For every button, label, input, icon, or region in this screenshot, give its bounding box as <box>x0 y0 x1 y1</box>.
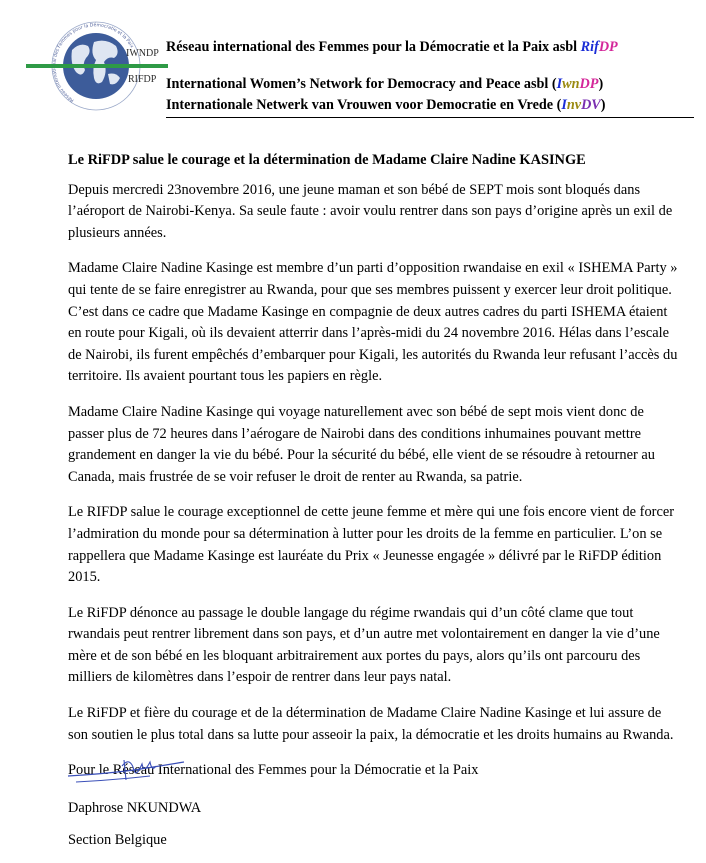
acronym-letter: nv <box>566 97 582 113</box>
paragraph: Le RiFDP dénonce au passage le double langage du régime rwandais qui d’un côté clame que tout rwandais peut rentrer librement dans son pays, et d’un autre met volontairement en danger la vie d’une mère et de son bébé en les bloquant arbitrairement aux portes du pays, alors qu’ils ont parcouru des milliers de kilomètres dans l’espoir de rentrer dans leur pays natal. <box>68 604 660 686</box>
acronym-letter: I <box>556 76 563 92</box>
handwritten-signature-icon <box>64 752 188 788</box>
org-name-dutch <box>166 97 606 114</box>
acronym-letter: DP <box>598 39 618 55</box>
acronym-letter: DV <box>581 97 601 113</box>
acronym-letter: I <box>561 97 567 113</box>
org-name-french-text: Réseau international des Femmes pour la Démocratie et la Paix asbl <box>166 39 581 55</box>
acronym-letter: DP <box>579 76 599 92</box>
acronym-letter: R <box>580 39 591 55</box>
org-name-dutch-text: Internationale Netwerk van Vrouwen voor Democratie en Vrede ( <box>166 97 562 113</box>
globe-logo-icon <box>22 12 172 122</box>
letter-title: Le RiFDP salue le courage et la détermination de Madame Claire Nadine KASINGE <box>68 152 586 168</box>
paragraph: Depuis mercredi 23novembre 2016, une jeune maman et son bébé de SEPT mois sont bloqués dans l’aéroport de Nairobi-Kenya. Sa seule faute : avoir voulu rentrer dans son pays d’origine après un exil de plusieurs années. <box>68 181 673 241</box>
closing-parenthesis: ) <box>600 97 606 113</box>
logo-ring-text: Réseau internati al des Femmes pour la Démocratie et la Paix <box>52 23 134 103</box>
closing-line: Pour le Réseau International des Femmes pour la Démocratie et la Paix <box>68 762 479 779</box>
paragraph: Le RIFDP salue le courage exceptionnel de cette jeune femme et mère qui une fois encore vient de forcer l’admiration du monde pour sa détermination à lutter pour les droits de la femme en particulier. L’on se rappellera que Madame Kasinge est lauréate du Prix « Jeunesse engagée » délivré par le RiFDP édition 2015. <box>68 504 675 586</box>
paragraph: Le RiFDP et fière du courage et de la détermination de Madame Claire Nadine Kasinge et lui assure de son soutien le plus total dans sa lutte pour asseoir la paix, la démocratie et les droits humains au Rwanda. <box>68 705 674 743</box>
acronym-letter: if <box>590 39 599 55</box>
signer-section: Section Belgique <box>68 832 167 848</box>
letterhead <box>18 12 700 120</box>
acronym-letter: wn <box>562 76 580 92</box>
paragraph: Madame Claire Nadine Kasinge est membre d’un parti d’opposition rwandaise en exil « ISHEMA Party » qui tente de se faire enregistrer au Rwanda, pour que ses membres puissent y exercer leur droit politique. C’est dans ce cadre que Madame Kasinge en compagnie de deux autres cadres du parti ISHEMA étaient en route pour Kigali, où ils devaient atterrir dans l’après-midi du 24 novembre 2016. Hélas dans l’escale de Nairobi, ils furent empêchés d’embarquer pour Kigali, les autorités du Rwanda leur refusant l’accès du territoire. Ils avaient pourtant tous les papiers en règle. <box>68 260 678 385</box>
organization-logo <box>22 12 172 122</box>
letter-body <box>68 150 680 782</box>
signer-name: Daphrose NKUNDWA <box>68 800 202 816</box>
closing-parenthesis: ) <box>598 76 604 92</box>
org-name-english-text: International Women’s Network for Democracy and Peace asbl ( <box>166 76 557 92</box>
org-name-english <box>166 76 603 93</box>
paragraph: Madame Claire Nadine Kasinge qui voyage naturellement avec son bébé de sept mois vient donc de passer plus de 72 heures dans l’aérogare de Nairobi dans des conditions inhumaines pouvant mettre grandement en danger la vie du bébé. Pour la sécurité du bébé, elle vient de se résoudre à retourner au Canada, mais frustrée de se voir refuser le droit de renter au Rwanda, sa patrie. <box>68 403 655 485</box>
header-divider <box>166 117 694 118</box>
signature <box>64 752 188 788</box>
logo-acronym-top: IWNDP <box>126 48 159 59</box>
logo-acronym-bottom: RIFDP <box>128 74 157 85</box>
org-name-french <box>166 39 618 56</box>
